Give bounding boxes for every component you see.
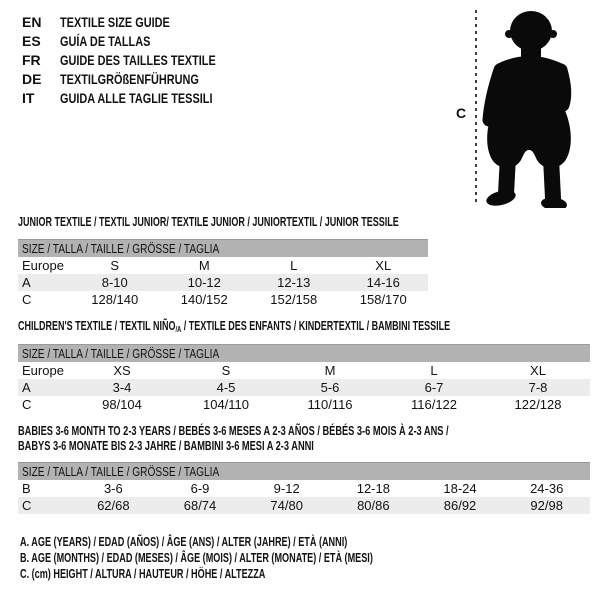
value-cell: 8-10: [101, 275, 128, 290]
language-code: FR: [22, 52, 41, 68]
value-cell: S: [110, 258, 120, 273]
language-title: GUIDE DES TAILLES TEXTILE: [60, 52, 216, 68]
babies-title-line2-wrap: [18, 439, 600, 454]
junior-table-title-text: JUNIOR TEXTILE / TEXTIL JUNIOR/ TEXTILE JUNIOR / JUNIORTEXTIL / JUNIOR TESSILE: [18, 215, 399, 229]
language-code: IT: [22, 90, 35, 106]
footnote-b-text: B. AGE (MONTHS) / EDAD (MESES) / ÂGE (MOIS) / ALTER (MONATE) / ETÀ (MESI): [20, 550, 373, 565]
toddler-silhouette-icon: [481, 8, 577, 208]
row-label-cell: A: [22, 380, 31, 395]
junior-size-table: [18, 239, 428, 308]
language-code: DE: [22, 71, 42, 87]
language-title: TEXTILE SIZE GUIDE: [60, 14, 170, 30]
footnote-c: [20, 566, 524, 582]
table-row-age: [18, 274, 428, 291]
value-cell: 9-12: [273, 481, 300, 496]
footnote-c-text: C. (cm) HEIGHT / ALTURA / HAUTEUR / HÖHE / ALTEZZA: [20, 566, 266, 581]
value-cell: 3-4: [112, 380, 132, 395]
language-row-fr: [22, 51, 260, 70]
footnote-a-text: A. AGE (YEARS) / EDAD (AÑOS) / ÂGE (ANS) / ALTER (JAHRE) / ETÀ (ANNI): [20, 534, 348, 549]
value-cell: 10-12: [187, 275, 221, 290]
value-cell: 80/86: [357, 498, 390, 513]
value-cell: XL: [375, 258, 392, 273]
value-cell: 6-9: [190, 481, 210, 496]
row-label-cell: C: [22, 498, 32, 513]
size-header-label: SIZE / TALLA / TAILLE / GRÖSSE / TAGLIA: [22, 464, 220, 479]
footnote-legend: [20, 534, 524, 582]
children-table-title-text: [18, 319, 450, 334]
value-cell: 128/140: [91, 292, 139, 307]
size-header-bar: [18, 344, 590, 362]
value-cell: 158/170: [359, 292, 407, 307]
row-label-cell: A: [22, 275, 31, 290]
value-cell: 122/128: [514, 397, 562, 412]
title-text-part: / TEXTILE DES ENFANTS / KINDERTEXTIL / BAMBINI TESSILE: [181, 319, 451, 333]
children-table-title: [18, 319, 600, 334]
value-cell: 3-6: [103, 481, 123, 496]
junior-table-title: [18, 215, 547, 229]
value-cell: 12-18: [356, 481, 390, 496]
language-code: ES: [22, 33, 41, 49]
footnote-b: [20, 550, 524, 566]
babies-title-line1: BABIES 3-6 MONTH TO 2-3 YEARS / BEBÉS 3-6 MESES A 2-3 AÑOS / BÉBÉS 3-6 MOIS À 2-3 ANS /: [18, 424, 449, 438]
language-row-de: [22, 70, 260, 89]
table-row-height: [18, 396, 590, 413]
value-cell: 92/98: [530, 498, 563, 513]
value-cell: 68/74: [183, 498, 217, 513]
language-row-es: [22, 32, 260, 51]
table-row-age: [18, 379, 590, 396]
row-label-cell: C: [22, 292, 32, 307]
size-header-label: SIZE / TALLA / TAILLE / GRÖSSE / TAGLIA: [22, 346, 220, 361]
size-header-bar: [18, 239, 428, 257]
value-cell: 7-8: [528, 380, 548, 395]
value-cell: 98/104: [102, 397, 142, 412]
babies-table-title: [18, 424, 600, 454]
row-label-cell: Europe: [22, 363, 64, 378]
size-header-label: SIZE / TALLA / TAILLE / GRÖSSE / TAGLIA: [22, 241, 220, 256]
language-title: GUÍA DE TALLAS: [60, 33, 151, 49]
value-cell: L: [290, 258, 298, 273]
language-title: TEXTILGRÖßENFÜHRUNG: [60, 71, 199, 87]
value-cell: L: [430, 363, 438, 378]
value-cell: 86/92: [443, 498, 477, 513]
value-cell: 24-36: [530, 481, 564, 496]
babies-title-line2: BABYS 3-6 MONATE BIS 2-3 JAHRE / BAMBINI 3-6 MESI A 2-3 ANNI: [18, 439, 314, 453]
value-cell: 14-16: [366, 275, 400, 290]
value-cell: 104/110: [202, 397, 250, 412]
footnote-a: [20, 534, 524, 550]
height-measure-label: C: [456, 105, 467, 121]
value-cell: 18-24: [443, 481, 477, 496]
value-cell: 62/68: [97, 498, 130, 513]
language-row-en: [22, 13, 260, 32]
value-cell: 116/122: [410, 397, 458, 412]
table-row-height: [18, 291, 428, 308]
babies-size-table: [18, 462, 590, 514]
table-row-age-months: [18, 480, 590, 497]
value-cell: 5-6: [320, 380, 340, 395]
value-cell: M: [198, 258, 210, 273]
language-row-it: [22, 89, 260, 108]
value-cell: 152/158: [270, 292, 318, 307]
row-label-cell: Europe: [22, 258, 64, 273]
title-subscript: /A: [175, 325, 182, 334]
language-code: EN: [22, 14, 42, 30]
table-row-europe: [18, 257, 428, 274]
table-row-height: [18, 497, 590, 514]
row-label-cell: C: [22, 397, 32, 412]
language-title: GUIDA ALLE TAGLIE TESSILI: [60, 90, 213, 106]
value-cell: M: [324, 363, 336, 378]
value-cell: S: [221, 363, 231, 378]
value-cell: 6-7: [424, 380, 444, 395]
row-label-cell: B: [22, 481, 31, 496]
value-cell: 140/152: [180, 292, 228, 307]
title-text-part: CHILDREN'S TEXTILE / TEXTIL NIÑO: [18, 319, 176, 333]
size-header-bar: [18, 462, 590, 480]
value-cell: XL: [530, 363, 546, 378]
language-list: [22, 13, 260, 108]
value-cell: 12-13: [277, 275, 311, 290]
value-cell: 74/80: [270, 498, 303, 513]
children-size-table: [18, 344, 590, 413]
babies-title-line1-wrap: [18, 424, 600, 439]
height-measure-dotted-line: [475, 10, 477, 206]
value-cell: XS: [113, 363, 131, 378]
table-row-europe: [18, 362, 590, 379]
value-cell: 4-5: [216, 380, 236, 395]
value-cell: 110/116: [307, 397, 353, 412]
